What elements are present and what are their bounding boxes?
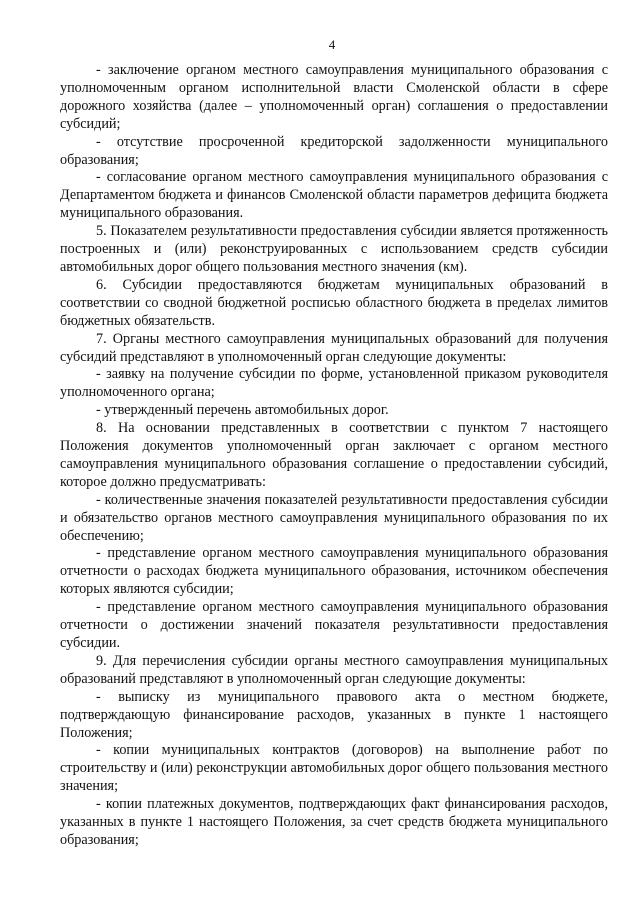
- paragraph-agreement-conclusion: - заключение органом местного самоуправления муниципального образования с уполномоченным органом исполнительной власти Смоленской области в сфере дорожного хозяйства (далее – уполномоченный орган) соглашения о предоставлении субсидий;: [60, 62, 608, 132]
- paragraph-payment-documents: - копии платежных документов, подтверждающих факт финансирования расходов, указанных в пункте 1 настоящего Положения, за счет средств бюджета муниципального образования;: [60, 796, 608, 848]
- paragraph-road-list: - утвержденный перечень автомобильных дорог.: [96, 402, 389, 419]
- paragraph-budget-extract: - выписку из муниципального правового акта о местном бюджете, подтверждающую финансирование расходов, указанных в пункте 1 настоящего Положения;: [60, 688, 608, 741]
- paragraph-item-7: 7. Органы местного самоуправления муниципальных образований для получения субсидий представляют в уполномоченный орган следующие документы:: [60, 330, 608, 365]
- paragraph-no-overdue-debt: - отсутствие просроченной кредиторской задолженности муниципального образования;: [60, 133, 608, 168]
- paragraph-expense-report: - представление органом местного самоуправления муниципального образования отчетности о расходах бюджета муниципального образования, источником обеспечения которых являются субсидии;: [60, 545, 608, 598]
- paragraph-contract-copies: - копии муниципальных контрактов (договоров) на выполнение работ по строительству и (или) реконструкции автомобильных дорог общего пользования местного значения;: [60, 742, 608, 795]
- paragraph-item-8: 8. На основании представленных в соответствии с пунктом 7 настоящего Положения документов уполномоченный орган заключает с органом местного самоуправления муниципального образования соглашение о предоставлении субсидий, которое должно предусматривать:: [60, 420, 608, 490]
- paragraph-application: - заявку на получение субсидии по форме, установленной приказом руководителя уполномоченного органа;: [60, 366, 608, 401]
- paragraph-deficit-approval: - согласование органом местного самоуправления муниципального образования с Департаментом бюджета и финансов Смоленской области параметров дефицита бюджета муниципального образования.: [60, 169, 608, 222]
- paragraph-item-5: 5. Показателем результативности предоставления субсидии является протяженность построенных и (или) реконструированных с использованием средств субсидии автомобильных дорог общего пользования местного значения (км).: [60, 223, 608, 275]
- paragraph-results-report: - представление органом местного самоуправления муниципального образования отчетности о достижении значений показателя результативности предоставления субсидии.: [60, 599, 608, 651]
- paragraph-item-9: 9. Для перечисления субсидии органы местного самоуправления муниципальных образований представляют в уполномоченный орган следующие документы:: [60, 652, 608, 687]
- document-body: [60, 62, 608, 850]
- page-number: 4: [328, 37, 336, 52]
- paragraph-item-6: 6. Субсидии предоставляются бюджетам муниципальных образований в соответствии со сводной бюджетной росписью областного бюджета в пределах лимитов бюджетных обязательств.: [60, 276, 608, 329]
- paragraph-performance-indicators: - количественные значения показателей результативности предоставления субсидии и обязательство органов местного самоуправления муниципального образования по их обеспечению;: [60, 491, 608, 544]
